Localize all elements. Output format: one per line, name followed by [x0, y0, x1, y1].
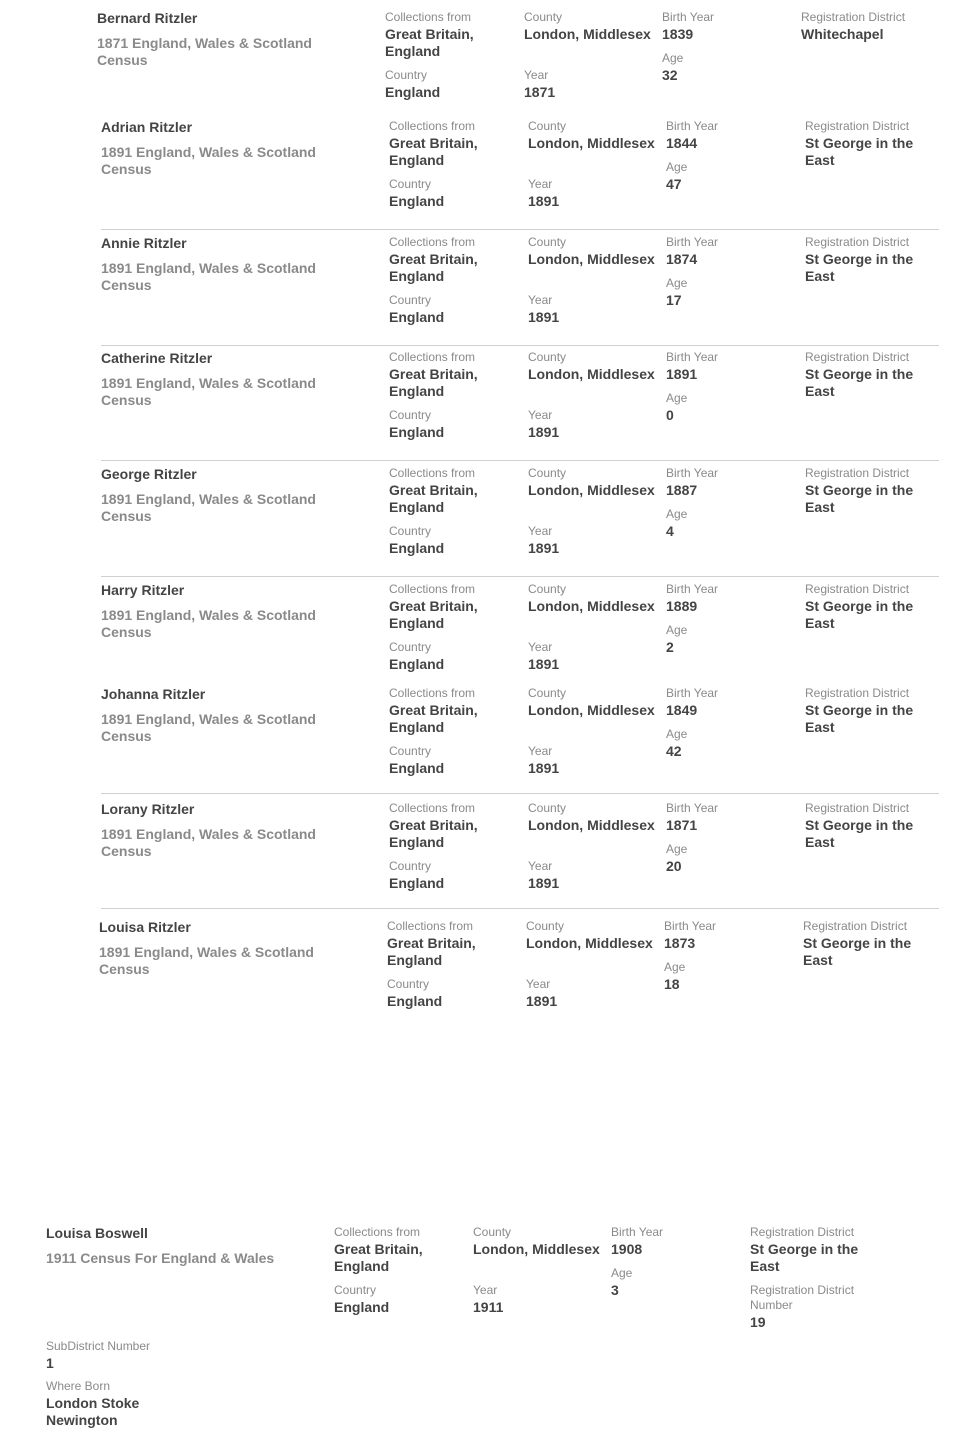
birth-year-field: [666, 582, 796, 615]
age-field: [666, 391, 796, 424]
registration-district-label: Registration District: [803, 919, 908, 933]
age-value: 3: [611, 1282, 619, 1298]
country-label: Country: [387, 977, 430, 991]
record-name-link[interactable]: Johanna Ritzler: [101, 686, 206, 702]
subdistrict-number-label: SubDistrict Number: [46, 1339, 151, 1353]
county-field: [524, 10, 654, 43]
birth-year-label: Birth Year: [666, 466, 719, 480]
country-field: [389, 640, 519, 673]
birth-year-label: Birth Year: [666, 350, 719, 364]
registration-district-value: St George in the East: [805, 702, 914, 735]
collections-from-label: Collections from: [389, 801, 476, 815]
collections-from-value: Great Britain, England: [389, 482, 478, 515]
country-field: [389, 744, 519, 777]
age-label: Age: [666, 391, 688, 405]
birth-year-label: Birth Year: [666, 119, 719, 133]
registration-district-label: Registration District: [805, 801, 910, 815]
record-catherine-ritzler: [101, 350, 939, 461]
registration-district-value: Whitechapel: [801, 26, 884, 42]
birth-year-field: [666, 466, 796, 499]
county-label: County: [528, 801, 567, 815]
collections-from-field: [389, 466, 519, 516]
birth-year-field: [666, 235, 796, 268]
birth-year-label: Birth Year: [611, 1225, 664, 1239]
country-field: [385, 68, 515, 101]
country-label: Country: [334, 1283, 377, 1297]
birth-year-label: Birth Year: [664, 919, 717, 933]
year-value: 1891: [528, 424, 560, 440]
birth-year-value: 1908: [611, 1241, 643, 1257]
registration-district-field: [805, 466, 935, 516]
country-label: Country: [389, 408, 432, 422]
registration-district-label: Registration District: [805, 582, 910, 596]
collections-from-label: Collections from: [389, 350, 476, 364]
year-field: [528, 524, 658, 557]
county-value: London, Middlesex: [528, 251, 655, 267]
age-field: [664, 960, 794, 993]
collections-from-value: Great Britain, England: [334, 1241, 423, 1274]
country-value: England: [389, 540, 445, 556]
record-collection: 1871 England, Wales & Scotland Census: [97, 35, 312, 68]
county-field: [473, 1225, 603, 1258]
birth-year-label: Birth Year: [662, 10, 715, 24]
country-field: [387, 977, 517, 1010]
country-value: England: [385, 84, 441, 100]
collections-from-value: Great Britain, England: [387, 935, 476, 968]
age-label: Age: [611, 1266, 633, 1280]
registration-district-label: Registration District: [805, 350, 910, 364]
country-field: [389, 859, 519, 892]
age-value: 18: [664, 976, 680, 992]
age-value: 47: [666, 176, 682, 192]
collections-from-field: [385, 10, 515, 60]
record-collection: 1891 England, Wales & Scotland Census: [101, 260, 316, 293]
year-value: 1891: [526, 993, 558, 1009]
collections-from-field: [389, 350, 519, 400]
collections-from-value: Great Britain, England: [389, 366, 478, 399]
country-field: [334, 1283, 464, 1316]
age-label: Age: [664, 960, 686, 974]
country-label: Country: [389, 293, 432, 307]
age-field: [662, 51, 792, 84]
birth-year-value: 1874: [666, 251, 698, 267]
year-field: [528, 177, 658, 210]
collections-from-label: Collections from: [389, 582, 476, 596]
collections-from-label: Collections from: [385, 10, 472, 24]
year-field: [528, 293, 658, 326]
record-name-link[interactable]: Adrian Ritzler: [101, 119, 193, 135]
age-field: [666, 276, 796, 309]
county-field: [528, 119, 658, 152]
year-value: 1871: [524, 84, 556, 100]
record-name-link[interactable]: Lorany Ritzler: [101, 801, 195, 817]
year-field: [528, 744, 658, 777]
year-label: Year: [528, 408, 553, 422]
county-field: [528, 582, 658, 615]
birth-year-value: 1844: [666, 135, 698, 151]
country-value: England: [389, 424, 445, 440]
year-label: Year: [528, 859, 553, 873]
registration-district-label: Registration District: [805, 466, 910, 480]
year-label: Year: [528, 177, 553, 191]
birth-year-value: 1871: [666, 817, 698, 833]
registration-district-label: Registration District: [805, 119, 910, 133]
registration-district-number-label: Registration District Number: [750, 1283, 855, 1312]
collections-from-value: Great Britain, England: [389, 135, 478, 168]
record-name-link[interactable]: Harry Ritzler: [101, 582, 185, 598]
birth-year-label: Birth Year: [666, 801, 719, 815]
record-lorany-ritzler: [101, 801, 939, 909]
birth-year-value: 1891: [666, 366, 698, 382]
registration-district-value: St George in the East: [805, 482, 914, 515]
year-label: Year: [473, 1283, 498, 1297]
collections-from-field: [389, 582, 519, 632]
record-collection: 1891 England, Wales & Scotland Census: [101, 826, 316, 859]
collections-from-field: [389, 235, 519, 285]
age-label: Age: [666, 727, 688, 741]
age-field: [666, 623, 796, 656]
county-label: County: [526, 919, 565, 933]
record-adrian-ritzler: [101, 119, 939, 230]
year-label: Year: [528, 640, 553, 654]
collections-from-field: [334, 1225, 464, 1275]
county-label: County: [528, 582, 567, 596]
county-field: [528, 466, 658, 499]
year-value: 1891: [528, 875, 560, 891]
county-value: London, Middlesex: [528, 482, 655, 498]
registration-district-value: St George in the East: [803, 935, 912, 968]
collections-from-field: [389, 686, 519, 736]
county-value: London, Middlesex: [528, 702, 655, 718]
country-value: England: [389, 875, 445, 891]
registration-district-field: [803, 919, 933, 969]
birth-year-value: 1873: [664, 935, 696, 951]
year-label: Year: [528, 293, 553, 307]
birth-year-label: Birth Year: [666, 686, 719, 700]
registration-district-field: [805, 801, 935, 851]
year-value: 1891: [528, 760, 560, 776]
year-field: [473, 1283, 603, 1316]
county-value: London, Middlesex: [526, 935, 653, 951]
record-collection: 1891 England, Wales & Scotland Census: [101, 491, 316, 524]
age-field: [666, 507, 796, 540]
year-field: [526, 977, 656, 1010]
age-field: [666, 160, 796, 193]
county-label: County: [528, 466, 567, 480]
birth-year-field: [664, 919, 794, 952]
subdistrict-number-value: 1: [46, 1355, 54, 1371]
record-johanna-ritzler: [101, 686, 939, 794]
registration-district-number-field: [750, 1283, 870, 1331]
record-bernard-ritzler: [97, 10, 939, 120]
record-annie-ritzler: [101, 235, 939, 346]
country-value: England: [389, 760, 445, 776]
registration-district-value: St George in the East: [805, 817, 914, 850]
record-collection: 1911 Census For England & Wales: [46, 1250, 275, 1266]
year-label: Year: [528, 524, 553, 538]
year-field: [524, 68, 654, 101]
age-field: [666, 727, 796, 760]
record-collection: 1891 England, Wales & Scotland Census: [101, 144, 316, 177]
registration-district-value: St George in the East: [805, 366, 914, 399]
birth-year-field: [666, 350, 796, 383]
country-label: Country: [389, 859, 432, 873]
year-label: Year: [528, 744, 553, 758]
county-value: London, Middlesex: [528, 817, 655, 833]
registration-district-field: [750, 1225, 880, 1275]
county-value: London, Middlesex: [528, 598, 655, 614]
collections-from-label: Collections from: [389, 466, 476, 480]
year-value: 1891: [528, 309, 560, 325]
county-label: County: [528, 350, 567, 364]
registration-district-field: [805, 235, 935, 285]
collections-from-value: Great Britain, England: [389, 251, 478, 284]
record-name-link[interactable]: Louisa Boswell: [46, 1225, 148, 1241]
age-value: 32: [662, 67, 678, 83]
age-label: Age: [662, 51, 684, 65]
age-field: [666, 842, 796, 875]
county-field: [528, 235, 658, 268]
age-label: Age: [666, 160, 688, 174]
registration-district-field: [801, 10, 931, 43]
birth-year-field: [611, 1225, 741, 1258]
country-label: Country: [389, 524, 432, 538]
year-value: 1891: [528, 193, 560, 209]
registration-district-label: Registration District: [805, 686, 910, 700]
registration-district-field: [805, 686, 935, 736]
country-field: [389, 293, 519, 326]
collections-from-label: Collections from: [389, 686, 476, 700]
record-collection: 1891 England, Wales & Scotland Census: [99, 944, 314, 977]
birth-year-field: [666, 801, 796, 834]
year-field: [528, 640, 658, 673]
birth-year-field: [666, 686, 796, 719]
country-label: Country: [385, 68, 428, 82]
country-value: England: [389, 193, 445, 209]
collections-from-value: Great Britain, England: [389, 598, 478, 631]
registration-district-field: [805, 582, 935, 632]
where-born-field: [46, 1379, 166, 1429]
country-label: Country: [389, 744, 432, 758]
county-label: County: [524, 10, 563, 24]
county-value: London, Middlesex: [528, 366, 655, 382]
year-value: 1911: [473, 1299, 504, 1315]
county-value: London, Middlesex: [524, 26, 651, 42]
record-name-link[interactable]: Louisa Ritzler: [99, 919, 191, 935]
registration-district-label: Registration District: [750, 1225, 855, 1239]
record-louisa-boswell: [46, 1225, 939, 1335]
birth-year-value: 1849: [666, 702, 698, 718]
age-value: 20: [666, 858, 682, 874]
registration-district-value: St George in the East: [805, 251, 914, 284]
year-label: Year: [524, 68, 549, 82]
age-value: 17: [666, 292, 682, 308]
registration-district-value: St George in the East: [750, 1241, 859, 1274]
birth-year-field: [662, 10, 792, 43]
country-value: England: [387, 993, 443, 1009]
collections-from-label: Collections from: [389, 235, 476, 249]
registration-district-field: [805, 119, 935, 169]
county-field: [528, 686, 658, 719]
registration-district-value: St George in the East: [805, 598, 914, 631]
where-born-value: London Stoke Newington: [46, 1395, 140, 1428]
year-value: 1891: [528, 540, 560, 556]
country-field: [389, 524, 519, 557]
year-field: [528, 408, 658, 441]
year-label: Year: [526, 977, 551, 991]
collections-from-field: [387, 919, 517, 969]
county-field: [526, 919, 656, 952]
collections-from-label: Collections from: [387, 919, 474, 933]
record-harry-ritzler: [101, 582, 939, 692]
record-name-link[interactable]: Catherine Ritzler: [101, 350, 213, 366]
subdistrict-number-field: [46, 1339, 246, 1372]
collections-from-label: Collections from: [389, 119, 476, 133]
registration-district-field: [805, 350, 935, 400]
age-value: 0: [666, 407, 674, 423]
collections-from-field: [389, 119, 519, 169]
record-collection: 1891 England, Wales & Scotland Census: [101, 711, 316, 744]
registration-district-label: Registration District: [801, 10, 906, 24]
collections-from-value: Great Britain, England: [385, 26, 474, 59]
record-name-link[interactable]: Annie Ritzler: [101, 235, 187, 251]
collections-from-label: Collections from: [334, 1225, 421, 1239]
collections-from-field: [389, 801, 519, 851]
birth-year-value: 1887: [666, 482, 698, 498]
age-label: Age: [666, 507, 688, 521]
record-collection: 1891 England, Wales & Scotland Census: [101, 607, 316, 640]
registration-district-value: St George in the East: [805, 135, 914, 168]
county-field: [528, 350, 658, 383]
county-label: County: [528, 686, 567, 700]
age-label: Age: [666, 276, 688, 290]
age-label: Age: [666, 623, 688, 637]
birth-year-value: 1889: [666, 598, 698, 614]
country-field: [389, 408, 519, 441]
registration-district-label: Registration District: [805, 235, 910, 249]
age-value: 2: [666, 639, 674, 655]
county-field: [528, 801, 658, 834]
age-value: 4: [666, 523, 674, 539]
birth-year-label: Birth Year: [666, 582, 719, 596]
county-value: London, Middlesex: [528, 135, 655, 151]
county-label: County: [473, 1225, 512, 1239]
record-george-ritzler: [101, 466, 939, 577]
year-field: [528, 859, 658, 892]
registration-district-number-value: 19: [750, 1314, 766, 1330]
record-name-link[interactable]: Bernard Ritzler: [97, 10, 198, 26]
county-label: County: [528, 235, 567, 249]
country-value: England: [334, 1299, 390, 1315]
where-born-label: Where Born: [46, 1379, 111, 1393]
country-value: England: [389, 309, 445, 325]
county-value: London, Middlesex: [473, 1241, 600, 1257]
birth-year-field: [666, 119, 796, 152]
collections-from-value: Great Britain, England: [389, 702, 478, 735]
collections-from-value: Great Britain, England: [389, 817, 478, 850]
country-field: [389, 177, 519, 210]
year-value: 1891: [528, 656, 560, 672]
county-label: County: [528, 119, 567, 133]
age-value: 42: [666, 743, 682, 759]
record-louisa-ritzler: [99, 919, 939, 1029]
country-value: England: [389, 656, 445, 672]
birth-year-label: Birth Year: [666, 235, 719, 249]
country-label: Country: [389, 177, 432, 191]
country-label: Country: [389, 640, 432, 654]
record-collection: 1891 England, Wales & Scotland Census: [101, 375, 316, 408]
birth-year-value: 1839: [662, 26, 694, 42]
record-name-link[interactable]: George Ritzler: [101, 466, 197, 482]
age-field: [611, 1266, 741, 1299]
age-label: Age: [666, 842, 688, 856]
